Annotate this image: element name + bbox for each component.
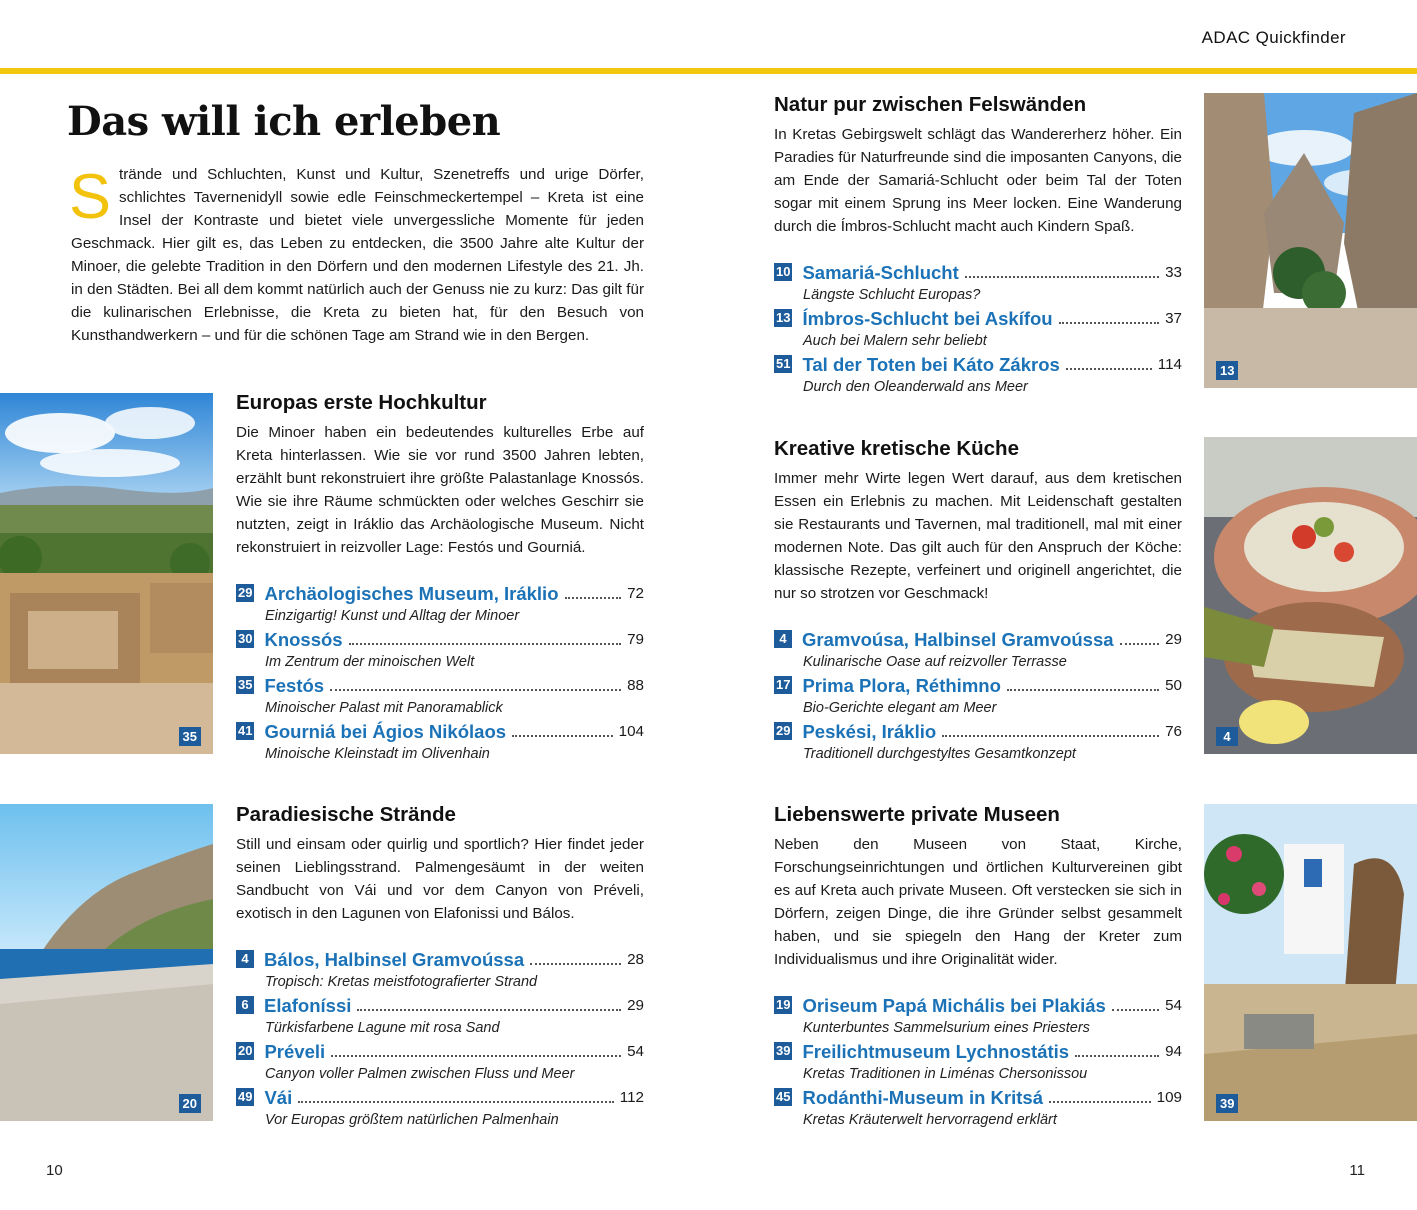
- entry-subtitle: Traditionell durchgestyltes Gesamtkonzept: [803, 746, 1076, 762]
- entry-subtitle: Längste Schlucht Europas?: [803, 287, 981, 303]
- entry-subtitle: Im Zentrum der minoischen Welt: [265, 654, 475, 670]
- photo-food: [1204, 437, 1417, 754]
- list-item[interactable]: [236, 1086, 644, 1132]
- entry-subtitle: Canyon voller Palmen zwischen Fluss und Meer: [265, 1066, 575, 1082]
- entry-number-badge: 49: [238, 1089, 253, 1104]
- entry-subtitle: Minoische Kleinstadt im Olivenhain: [265, 746, 490, 762]
- entry-number-badge: 29: [238, 585, 253, 600]
- entry-subtitle: Minoischer Palast mit Panoramablick: [265, 700, 503, 716]
- entry-subtitle: Durch den Oleanderwald ans Meer: [803, 379, 1028, 395]
- photo-tag-20: 20: [179, 1094, 201, 1113]
- entry-page-number: 76: [1165, 723, 1182, 740]
- dot-leader: [512, 734, 613, 737]
- list-item[interactable]: [774, 307, 1182, 353]
- section-title: Kreative kretische Küche: [774, 437, 1019, 460]
- entry-number-badge: 4: [774, 630, 792, 648]
- list-item[interactable]: [774, 628, 1182, 674]
- dot-leader: [331, 1054, 621, 1057]
- list-item[interactable]: [236, 1040, 644, 1086]
- section-body: Still und einsam oder quirlig und sportlich? Hier findet jeder seinen Lieblingsstrand. Palmengesäumt in der weiten Sandbucht von Vái und vor dem Canyon von Préveli, exotisch in den Lagunen von Elafonissi und Bálos.: [236, 836, 644, 922]
- entry-page-number: 37: [1165, 310, 1182, 327]
- list-item[interactable]: [774, 674, 1182, 720]
- header-label: ADAC Quickfinder: [1201, 28, 1346, 47]
- entry-subtitle: Auch bei Malern sehr beliebt: [803, 333, 987, 349]
- entry-title-link[interactable]: Ímbros-Schlucht bei Askífou: [802, 308, 1053, 329]
- entry-page-number: 54: [1165, 997, 1182, 1014]
- entry-subtitle: Kulinarische Oase auf reizvoller Terrasse: [803, 654, 1067, 670]
- section-natur: [774, 92, 1182, 399]
- entry-number-badge: 45: [776, 1089, 791, 1104]
- entry-number-badge: 6: [236, 996, 254, 1014]
- entry-subtitle: Vor Europas größtem natürlichen Palmenhain: [265, 1112, 559, 1128]
- entry-list: [774, 628, 1182, 766]
- dot-leader: [298, 1100, 614, 1103]
- entry-page-number: 104: [618, 723, 644, 740]
- page-title: Das will ich erleben: [67, 98, 501, 145]
- entry-title-link[interactable]: Peskési, Iráklio: [802, 721, 937, 742]
- list-item[interactable]: [774, 720, 1182, 766]
- section-straende: [236, 802, 644, 1132]
- entry-page-number: 72: [627, 585, 644, 602]
- dot-leader: [1120, 642, 1160, 645]
- dot-leader: [1112, 1008, 1159, 1011]
- entry-title-link[interactable]: Oriseum Papá Michális bei Plakiás: [802, 995, 1106, 1016]
- list-item[interactable]: [236, 948, 644, 994]
- dot-leader: [1075, 1054, 1159, 1057]
- list-item[interactable]: [236, 720, 644, 766]
- entry-subtitle: Türkisfarbene Lagune mit rosa Sand: [265, 1020, 500, 1036]
- entry-title-link[interactable]: Tal der Toten bei Káto Zákros: [802, 354, 1060, 375]
- section-title: Paradiesische Strände: [236, 803, 456, 826]
- section-hochkultur: [236, 390, 644, 766]
- entry-number-badge: 35: [238, 677, 253, 692]
- section-body: In Kretas Gebirgswelt schlägt das Wandererherz höher. Ein Paradies für Naturfreunde sind die imposanten Canyons, die am Ende der Samariá-Schlucht oder beim Tal der Toten sogar mit einem Sprung ins Meer locken. Eine Wanderung durch die Ímbros-Schlucht macht auch Kindern Spaß.: [774, 126, 1182, 235]
- entry-page-number: 94: [1165, 1043, 1182, 1060]
- section-body: Die Minoer haben ein bedeutendes kulturelles Erbe auf Kreta hinterlassen. Wie sie vor rund 3500 Jahren lebten, erzählt bunt rekonstruiert ihre größte Palastanlage Knossós. Wie sie ihre Räume schmückten oder welches Geschirr sie nutzten, zeigt in Iráklio das Archäologische Museum. Nicht rekonstruiert in reizvoller Lage: Festós und Gourniá.: [236, 424, 644, 556]
- section-body: Neben den Museen von Staat, Kirche, Forschungseinrichtungen und örtlichen Kulturvereinen gibt es auf Kreta auch private Museen. Oft verstecken sie sich in Dörfern, zeigen Dinge, die ihre Gründer selbst gesammelt haben, und sie spiegeln den Hang der Kreter zum Individualismus und ihre Originalität wider.: [774, 836, 1182, 968]
- dot-leader: [942, 734, 1159, 737]
- entry-title-link[interactable]: Gourniá bei Ágios Nikólaos: [264, 721, 507, 742]
- dot-leader: [1066, 367, 1152, 370]
- entry-page-number: 109: [1156, 1089, 1182, 1106]
- entry-page-number: 112: [619, 1089, 644, 1106]
- photo-ruins: [0, 393, 213, 754]
- entry-title-link[interactable]: Prima Plora, Réthimno: [802, 675, 1001, 696]
- dot-leader: [1049, 1100, 1151, 1103]
- entry-number-badge: 29: [776, 723, 791, 738]
- entry-page-number: 79: [627, 631, 644, 648]
- entry-title-link[interactable]: Elafoníssi: [264, 995, 352, 1016]
- intro-text: trände und Schluchten, Kunst und Kultur, Szenetreffs und urige Dörfer, schlichtes Tavernenidyll sowie edle Feinschmeckertempel – Kreta ist eine Insel der Kontraste und bietet viele unvergessliche Momente für jeden Geschmack. Hier gilt es, das Leben zu entdecken, die 3500 Jahre alte Kultur der Minoer, die gelebte Tradition in den Dörfern und den modernen Lifestyle des 21. Jh. in den Städten. Bei all dem kommt natürlich auch der Genuss nie zu kurz: Das gilt für die kulinarischen Erlebnisse, die Kreta zu bieten hat, für den Besuch von Kunsthandwerkern – und für die schönen Tage am Strand wie in den Bergen.: [71, 166, 644, 344]
- entry-title-link[interactable]: Samariá-Schlucht: [802, 262, 959, 283]
- entry-title-link[interactable]: Festós: [264, 675, 325, 696]
- section-title: Liebenswerte private Museen: [774, 803, 1060, 826]
- entry-number-badge: 19: [776, 997, 791, 1012]
- entry-title-link[interactable]: Rodánthi-Museum in Kritsá: [802, 1087, 1043, 1108]
- photo-tag-4: 4: [1216, 727, 1238, 746]
- section-title: Europas erste Hochkultur: [236, 391, 487, 414]
- page-number-right: 11: [1349, 1162, 1365, 1179]
- photo-beach: [0, 804, 213, 1121]
- entry-number-badge: 10: [776, 264, 791, 279]
- photo-tag-39: 39: [1216, 1094, 1238, 1113]
- entry-title-link[interactable]: Freilichtmuseum Lychnostátis: [802, 1041, 1070, 1062]
- entry-number-badge: 41: [238, 723, 253, 738]
- section-kueche: [774, 436, 1182, 766]
- entry-page-number: 33: [1165, 264, 1182, 281]
- dot-leader: [349, 642, 621, 645]
- entry-list: [774, 994, 1182, 1132]
- entry-number-badge: 20: [238, 1043, 253, 1058]
- list-item[interactable]: [774, 994, 1182, 1040]
- section-museen: [774, 802, 1182, 1132]
- entry-number-badge: 39: [776, 1043, 791, 1058]
- list-item[interactable]: [774, 353, 1182, 399]
- dot-leader: [1059, 321, 1160, 324]
- section-body: Immer mehr Wirte legen Wert darauf, aus dem kretischen Essen ein Erlebnis zu machen. Mit Leidenschaft gestalten sie Restaurants und Tavernen, mal traditionell, mal mit einer modernen Note. Das gilt auch für den Anspruch der Köche: klassische Rezepte, verfeinert und originell angerichtet, die nur so strotzen vor Geschmack!: [774, 470, 1182, 602]
- dot-leader: [330, 688, 621, 691]
- entry-list: [774, 261, 1182, 399]
- dropcap: S: [69, 162, 112, 232]
- entry-subtitle: Kretas Traditionen in Liménas Chersonissou: [803, 1066, 1088, 1082]
- list-item[interactable]: [774, 261, 1182, 307]
- entry-number-badge: 51: [776, 356, 791, 371]
- yellow-rule: [0, 68, 1417, 74]
- photo-museum: [1204, 804, 1417, 1121]
- list-item[interactable]: [236, 582, 644, 628]
- section-title: Natur pur zwischen Felswänden: [774, 93, 1087, 116]
- list-item[interactable]: [774, 1086, 1182, 1132]
- entry-page-number: 28: [627, 951, 644, 968]
- dot-leader: [357, 1008, 621, 1011]
- intro-paragraph: [71, 163, 644, 347]
- entry-number-badge: 13: [776, 310, 791, 325]
- dot-leader: [565, 596, 622, 599]
- entry-title-link[interactable]: Vái: [264, 1087, 293, 1108]
- entry-subtitle: Kunterbuntes Sammelsurium eines Priesters: [803, 1020, 1090, 1036]
- entry-subtitle: Bio-Gerichte elegant am Meer: [803, 700, 997, 716]
- entry-subtitle: Einzigartig! Kunst und Alltag der Minoer: [265, 608, 520, 624]
- entry-title-link[interactable]: Bálos, Halbinsel Gramvoússa: [264, 949, 525, 970]
- photo-gorge: [1204, 93, 1417, 388]
- entry-list: [236, 582, 644, 766]
- list-item[interactable]: [236, 628, 644, 674]
- photo-tag-13: 13: [1216, 361, 1238, 380]
- entry-page-number: 50: [1165, 677, 1182, 694]
- dot-leader: [965, 275, 1159, 278]
- entry-number-badge: 30: [238, 631, 253, 646]
- entry-page-number: 88: [627, 677, 644, 694]
- entry-page-number: 114: [1157, 356, 1182, 373]
- dot-leader: [1007, 688, 1159, 691]
- entry-page-number: 29: [627, 997, 644, 1014]
- list-item[interactable]: [236, 994, 644, 1040]
- entry-page-number: 29: [1165, 631, 1182, 648]
- page-number-left: 10: [46, 1162, 63, 1179]
- entry-subtitle: Kretas Kräuterwelt hervorragend erklärt: [803, 1112, 1057, 1128]
- entry-number-badge: 17: [776, 677, 791, 692]
- entry-title-link[interactable]: Archäologisches Museum, Iráklio: [264, 583, 559, 604]
- entry-list: [236, 948, 644, 1132]
- photo-tag-35: 35: [179, 727, 201, 746]
- entry-title-link[interactable]: Gramvoúsa, Halbinsel Gramvoússa: [802, 629, 1114, 650]
- list-item[interactable]: [774, 1040, 1182, 1086]
- dot-leader: [530, 962, 621, 965]
- entry-number-badge: 4: [236, 950, 254, 968]
- list-item[interactable]: [236, 674, 644, 720]
- entry-page-number: 54: [627, 1043, 644, 1060]
- entry-title-link[interactable]: Knossós: [264, 629, 343, 650]
- entry-subtitle: Tropisch: Kretas meistfotografierter Strand: [265, 974, 538, 990]
- entry-title-link[interactable]: Préveli: [264, 1041, 326, 1062]
